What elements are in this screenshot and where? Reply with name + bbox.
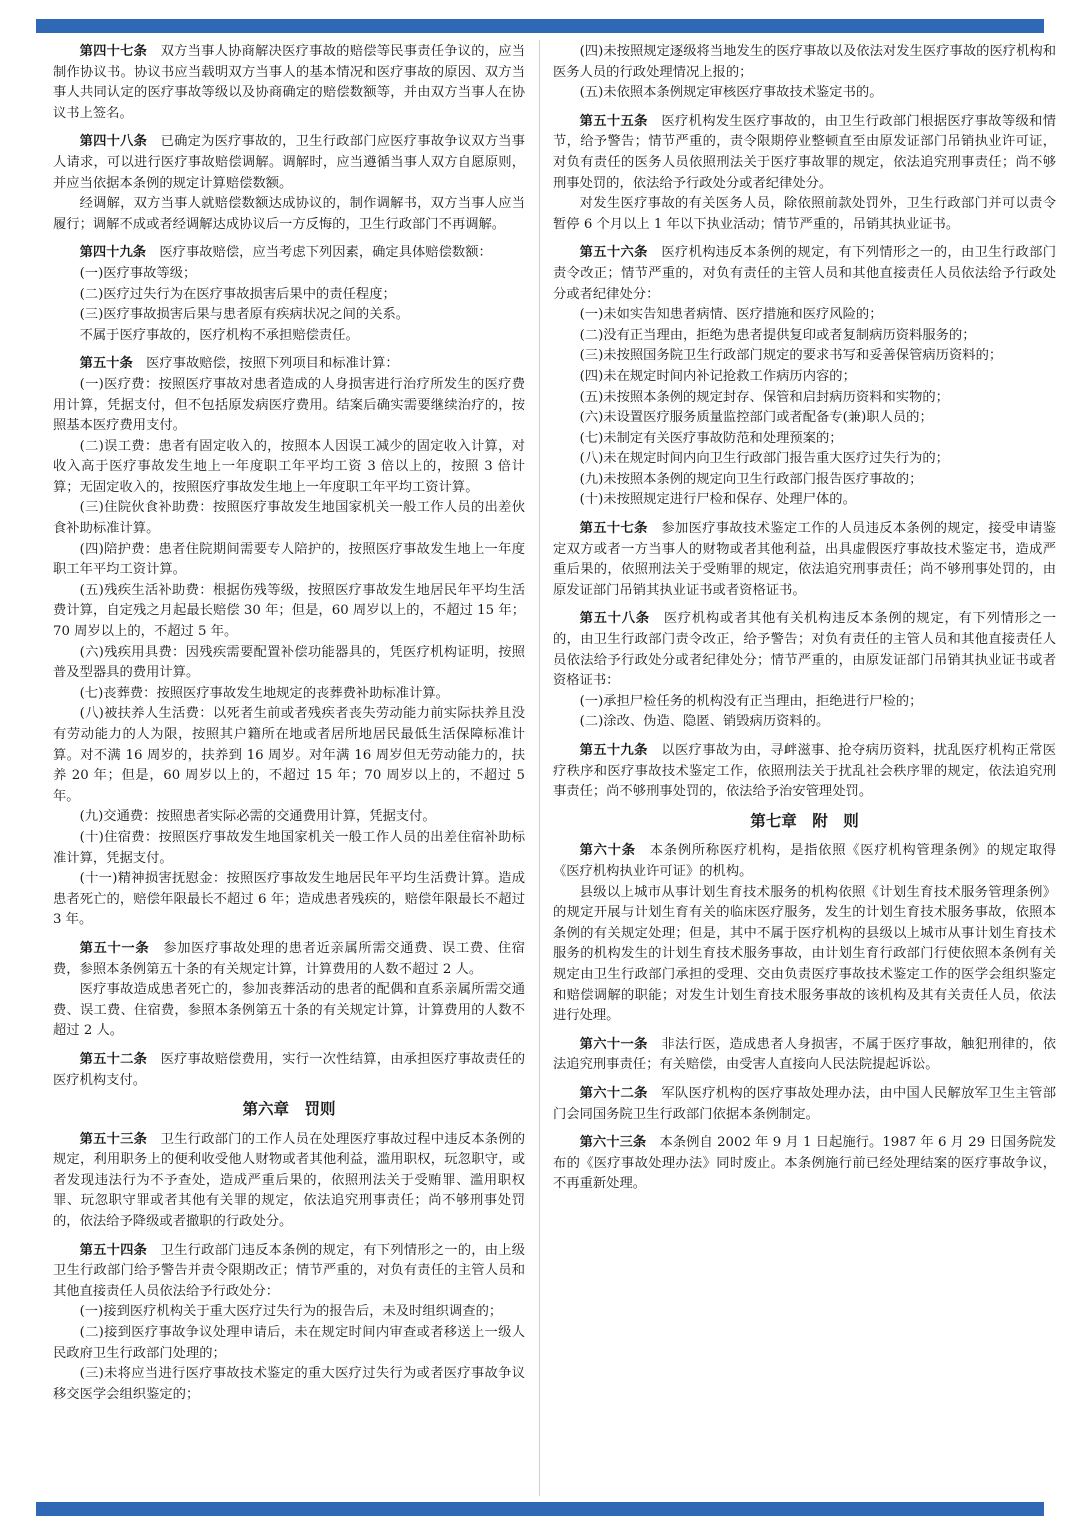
article-text: 卫生行政部门的工作人员在处理医疗事故过程中违反本条例的规定，利用职务上的便利收受他人财物或者其他利益，滥用职权，玩忽职守，或者发现违法行为不予查处，造成严重后果的，依照刑法关于受贿罪、滥用职权罪、玩忽职守罪或者其他有关罪的规定，依法追究刑事责任；尚不够刑事处罚的，依法给予降级或者撤职的行政处分。 bbox=[53, 1131, 526, 1230]
article-paragraph bbox=[553, 609, 1056, 691]
article-paragraph bbox=[553, 1133, 1056, 1195]
article-text: (二)误工费：患者有固定收入的，按照本人因误工减少的固定收入计算，对收入高于医疗事故发生地上一年度职工年平均工资 3 倍以上的，按照 3 倍计算；无固定收入的，按照医疗事故发生地上一年度职工年平均工资计算。 bbox=[53, 438, 525, 495]
article-text: (一)未如实告知患者病情、医疗措施和医疗风险的； bbox=[579, 307, 883, 323]
article-paragraph bbox=[53, 375, 525, 437]
article-text: (四)陪护费：患者住院期间需要专人陪护的，按照医疗事故发生地上一年度职工年平均工资计算。 bbox=[53, 541, 525, 578]
article-text: 医疗事故赔偿费用，实行一次性结算，由承担医疗事故责任的医疗机构支付。 bbox=[53, 1051, 526, 1088]
article-text: (三)未将应当进行医疗事故技术鉴定的重大医疗过失行为或者医疗事故争议移交医学会组织鉴定的； bbox=[53, 1366, 525, 1402]
article-text: 军队医疗机构的医疗事故处理办法，由中国人民解放军卫生主管部门会同国务院卫生行政部门依据本条例制定。 bbox=[553, 1085, 1057, 1122]
article-number: 第五十五条 bbox=[579, 113, 648, 129]
article-text: 卫生行政部门违反本条例的规定，有下列情形之一的，由上级卫生行政部门给予警告并责令限期改正；情节严重的，对负有责任的主管人员和其他直接责任人员依法给予行政处分： bbox=[53, 1242, 526, 1299]
article-paragraph bbox=[553, 883, 1056, 1027]
article-text: (十一)精神损害抚慰金：按照医疗事故发生地居民年平均生活费计算。造成患者死亡的，赔偿年限最长不超过 6 年；造成患者残疾的，赔偿年限最长不超过 3 年。 bbox=[53, 871, 525, 928]
article-number: 第六十条 bbox=[579, 843, 636, 859]
article-text: (一)接到医疗机构关于重大医疗过失行为的报告后，未及时组织调查的； bbox=[79, 1304, 503, 1320]
article-number: 第五十一条 bbox=[79, 940, 150, 956]
article-number: 第六十三条 bbox=[579, 1135, 647, 1151]
article-paragraph bbox=[53, 1241, 525, 1303]
article-text: 本条例自 2002 年 9 月 1 日起施行。1987 年 6 月 29 日国务院发布的《医疗事故处理办法》同时废止。本条例施行前已经处理结案的医疗事故争议，不再重新处理。 bbox=[553, 1135, 1057, 1192]
article bbox=[553, 1084, 1056, 1125]
article bbox=[53, 243, 525, 346]
article-paragraph bbox=[53, 326, 525, 347]
article-text: 医疗事故赔偿，应当考虑下列因素，确定具体赔偿数额： bbox=[159, 245, 492, 261]
article-paragraph bbox=[553, 841, 1056, 882]
article-text: (四)未按照规定逐级将当地发生的医疗事故以及依法对发生医疗事故的医疗机构和医务人员的行政处理情况上报的； bbox=[553, 44, 1056, 80]
article bbox=[53, 354, 525, 931]
article-paragraph bbox=[53, 264, 525, 285]
article-text: 双方当事人协商解决医疗事故的赔偿等民事责任争议的，应当制作协议书。协议书应当载明双方当事人的基本情况和医疗事故的原因、双方当事人共同认定的医疗事故等级以及协商确定的赔偿数额等，并由双方当事人在协议书上签名。 bbox=[53, 44, 526, 121]
article bbox=[553, 243, 1056, 511]
article-text: 以医疗事故为由，寻衅滋事、抢夺病历资料，扰乱医疗机构正常医疗秩序和医疗事故技术鉴定工作，依照刑法关于扰乱社会秩序罪的规定，依法追究刑事责任；尚不够刑事处罚的，依法给予治安管理处罚。 bbox=[553, 743, 1057, 800]
article-text: 本条例所称医疗机构，是指依照《医疗机构管理条例》的规定取得《医疗机构执业许可证》的机构。 bbox=[553, 843, 1057, 879]
article-text: 不属于医疗事故的，医疗机构不承担赔偿责任。 bbox=[79, 327, 359, 343]
article-paragraph bbox=[53, 704, 525, 807]
article bbox=[53, 42, 525, 124]
article-number: 第五十四条 bbox=[79, 1242, 148, 1258]
article bbox=[553, 42, 1056, 104]
column-divider bbox=[539, 40, 540, 1496]
article-text: 已确定为医疗事故的，卫生行政部门应医疗事故争议双方当事人请求，可以进行医疗事故赔偿调解。调解时，应当遵循当事人双方自愿原则，并应当依据本条例的规定计算赔偿数额。 bbox=[53, 134, 526, 191]
article-paragraph bbox=[53, 643, 525, 684]
right-column bbox=[553, 42, 1056, 1203]
article-text: (九)交通费：按照患者实际必需的交通费用计算，凭据支付。 bbox=[79, 809, 436, 825]
article-paragraph bbox=[53, 1302, 525, 1323]
article-number: 第四十八条 bbox=[79, 134, 148, 150]
article-text: (八)未在规定时间内向卫生行政部门报告重大医疗过失行为的； bbox=[579, 451, 949, 467]
article-paragraph bbox=[53, 498, 525, 539]
article-text: 参加医疗事故技术鉴定工作的人员违反本条例的规定，接受申请鉴定双方或者一方当事人的财物或者其他利益，出具虚假医疗事故技术鉴定书，造成严重后果的，依照刑法关于受贿罪的规定，依法追究刑事责任；尚不够刑事处罚的，由原发证部门吊销其执业证书或者资格证书。 bbox=[553, 521, 1057, 598]
article bbox=[553, 741, 1056, 803]
article-paragraph bbox=[53, 684, 525, 705]
article-text: (十)未按照规定进行尸检和保存、处理尸体的。 bbox=[579, 492, 856, 508]
article-text: 医疗事故赔偿，按照下列项目和标准计算： bbox=[146, 356, 399, 372]
article-paragraph bbox=[553, 243, 1056, 305]
article-text: (一)承担尸检任务的机构没有正当理由，拒绝进行尸检的； bbox=[579, 693, 923, 709]
article-text: (二)涂改、伪造、隐匿、销毁病历资料的。 bbox=[579, 714, 830, 730]
article bbox=[553, 609, 1056, 733]
article bbox=[553, 112, 1056, 236]
article-text: 经调解，双方当事人就赔偿数额达成协议的，制作调解书，双方当事人应当履行；调解不成或者经调解达成协议后一方反悔的，卫生行政部门不再调解。 bbox=[53, 196, 525, 232]
article-number: 第五十条 bbox=[79, 356, 133, 372]
article-text: 医疗事故造成患者死亡的，参加丧葬活动的患者的配偶和直系亲属所需交通费、误工费、住宿费，参照本条例第五十条的有关规定计算，计算费用的人数不超过 2 人。 bbox=[53, 982, 525, 1039]
article-paragraph bbox=[53, 305, 525, 326]
article-paragraph bbox=[553, 408, 1056, 429]
article-paragraph bbox=[553, 1035, 1056, 1076]
article bbox=[553, 841, 1056, 1026]
article-text: 对发生医疗事故的有关医务人员，除依照前款处罚外，卫生行政部门并可以责令暂停 6 个月以上 1 年以下执业活动；情节严重的，吊销其执业证书。 bbox=[553, 196, 1056, 232]
article-text: (二)医疗过失行为在医疗事故损害后果中的责任程度； bbox=[79, 286, 396, 302]
article-number: 第五十六条 bbox=[579, 245, 648, 261]
article-text: 医疗机构发生医疗事故的，由卫生行政部门根据医疗事故等级和情节，给予警告；情节严重的，责令限期停业整顿直至由原发证部门吊销执业许可证，对负有责任的医务人员依照刑法关于医疗事故罪的规定，依法追究刑事责任；尚不够刑事处罚的，依法给予行政处分或者纪律处分。 bbox=[553, 113, 1057, 191]
article-paragraph bbox=[53, 243, 525, 264]
article-text: (一)医疗费：按照医疗事故对患者造成的人身损害进行治疗所发生的医疗费用计算，凭据支付，但不包括原发病医疗费用。结案后确实需要继续治疗的，按照基本医疗费用支付。 bbox=[53, 376, 525, 434]
article-paragraph bbox=[53, 1130, 525, 1233]
article-text: 非法行医，造成患者人身损害，不属于医疗事故，触犯刑律的，依法追究刑事责任；有关赔偿，由受害人直接向人民法院提起诉讼。 bbox=[553, 1036, 1057, 1073]
article-paragraph bbox=[553, 490, 1056, 511]
article-text: (三)未按照国务院卫生行政部门规定的要求书写和妥善保管病历资料的； bbox=[579, 348, 1003, 364]
chapter-heading: 第七章 附 则 bbox=[750, 811, 859, 830]
article bbox=[553, 1035, 1056, 1076]
article-text: (七)丧葬费：按照医疗事故发生地规定的丧葬费补助标准计算。 bbox=[79, 685, 449, 701]
article-text: (四)未在规定时间内补记抢救工作病历内容的； bbox=[579, 368, 856, 384]
article-number: 第六十一条 bbox=[579, 1036, 648, 1052]
article-text: 医疗机构或者其他有关机构违反本条例的规定，有下列情形之一的，由卫生行政部门责令改正，给予警告；对负有责任的主管人员和其他直接责任人员依法给予行政处分或者纪律处分；情节严重的，由原发证部门吊销其执业证书或者资格证书： bbox=[553, 611, 1057, 689]
article-text: (九)未按照本条例的规定向卫生行政部门报告医疗事故的； bbox=[579, 471, 923, 487]
article-paragraph bbox=[53, 828, 525, 869]
article-paragraph bbox=[553, 692, 1056, 713]
article-paragraph bbox=[53, 437, 525, 499]
article bbox=[553, 519, 1056, 601]
article-text: (七)未制定有关医疗事故防范和处理预案的； bbox=[579, 430, 843, 446]
article-text: (三)医疗事故损害后果与患者原有疾病状况之间的关系。 bbox=[79, 307, 410, 323]
article-paragraph bbox=[553, 194, 1056, 235]
article-paragraph bbox=[53, 285, 525, 306]
article-number: 第五十七条 bbox=[579, 521, 648, 537]
article-text: (六)未设置医疗服务质量监控部门或者配备专(兼)职人员的； bbox=[579, 410, 933, 426]
article-number: 第五十九条 bbox=[579, 743, 648, 758]
article-number: 第五十三条 bbox=[79, 1131, 148, 1147]
article-paragraph bbox=[53, 1050, 525, 1091]
chapter-heading: 第六章 罚则 bbox=[242, 1100, 336, 1119]
article bbox=[53, 1241, 525, 1406]
article bbox=[53, 132, 525, 235]
article-paragraph bbox=[53, 194, 525, 235]
article-paragraph bbox=[553, 449, 1056, 470]
article-paragraph bbox=[553, 712, 1056, 733]
article-paragraph bbox=[53, 807, 525, 828]
article-text: (八)被扶养人生活费：以死者生前或者残疾者丧失劳动能力前实际扶养且没有劳动能力的人为限，按照其户籍所在地或者居所地居民最低生活保障标准计算。对不满 16 周岁的，扶养到 16 周岁。对年满 16 周岁但无劳动能力的，扶养 20 年；但是，60 周岁以上的，不超过 15 年；70 周岁以上的，不超过 5 年。 bbox=[53, 706, 525, 804]
article bbox=[53, 1130, 525, 1233]
article-text: (十)住宿费：按照医疗事故发生地国家机关一般工作人员的出差住宿补助标准计算，凭据支付。 bbox=[53, 829, 525, 866]
article-number: 第六十二条 bbox=[579, 1085, 648, 1101]
article-paragraph bbox=[553, 305, 1056, 326]
article-paragraph bbox=[53, 1364, 525, 1405]
article-paragraph bbox=[53, 939, 525, 980]
article-paragraph bbox=[53, 869, 525, 931]
article-paragraph bbox=[53, 42, 525, 124]
article-text: (五)未按照本条例的规定封存、保管和启封病历资料和实物的； bbox=[579, 389, 949, 405]
article-paragraph bbox=[53, 581, 525, 643]
bottom-accent-bar bbox=[36, 1502, 1044, 1516]
article-paragraph bbox=[53, 354, 525, 375]
article-text: (三)住院伙食补助费：按照医疗事故发生地国家机关一般工作人员的出差伙食补助标准计算。 bbox=[53, 500, 525, 537]
article-number: 第四十九条 bbox=[79, 245, 147, 261]
article-text: 参加医疗事故处理的患者近亲属所需交通费、误工费、住宿费，参照本条例第五十条的有关规定计算，计算费用的人数不超过 2 人。 bbox=[53, 940, 526, 977]
article-paragraph bbox=[553, 346, 1056, 367]
article-paragraph bbox=[553, 112, 1056, 194]
article-paragraph bbox=[553, 470, 1056, 491]
article-paragraph bbox=[53, 980, 525, 1042]
article-text: (一)医疗事故等级； bbox=[79, 265, 197, 281]
article-text: 医疗机构违反本条例的规定，有下列情形之一的，由卫生行政部门责令改正；情节严重的，对负有责任的主管人员和其他直接责任人员依法给予行政处分或者纪律处分： bbox=[553, 245, 1057, 302]
article-text: (二)接到医疗事故争议处理申请后，未在规定时间内审查或者移送上一级人民政府卫生行政部门处理的； bbox=[53, 1325, 525, 1361]
article-paragraph bbox=[53, 132, 525, 194]
article-paragraph bbox=[553, 42, 1056, 83]
article-paragraph bbox=[553, 741, 1056, 803]
article-paragraph bbox=[553, 388, 1056, 409]
article-paragraph bbox=[53, 540, 525, 581]
top-accent-bar bbox=[36, 19, 1044, 33]
article-text: 县级以上城市从事计划生育技术服务的机构依照《计划生育技术服务管理条例》的规定开展与计划生育有关的临床医疗服务，发生的计划生育技术服务事故，依照本条例的有关规定处理；但是，其中不属于医疗机构的县级以上城市从事计划生育技术服务的机构发生的计划生育技术服务事故，由计划生育行政部门行使依照本条例有关规定由卫生行政部门承担的受理、交由负责医疗事故技术鉴定工作的医学会组织鉴定和赔偿调解的职能；对发生计划生育技术服务事故的该机构及其有关责任人员，依法进行处理。 bbox=[553, 884, 1056, 1024]
article-paragraph bbox=[553, 367, 1056, 388]
article-paragraph bbox=[53, 1323, 525, 1364]
article bbox=[553, 1133, 1056, 1195]
left-column bbox=[53, 42, 525, 1413]
article bbox=[53, 1050, 525, 1091]
article-paragraph bbox=[553, 429, 1056, 450]
article-text: (六)残疾用具费：因残疾需要配置补偿功能器具的，凭医疗机构证明，按照普及型器具的费用计算。 bbox=[53, 644, 525, 681]
article-paragraph bbox=[553, 519, 1056, 601]
article-text: (二)没有正当理由，拒绝为患者提供复印或者复制病历资料服务的； bbox=[579, 327, 976, 343]
article-text: (五)残疾生活补助费：根据伤残等级，按照医疗事故发生地居民年平均生活费计算，自定残之月起最长赔偿 30 年；但是，60 周岁以上的，不超过 15 年；70 周岁以上的，不超过 5 年。 bbox=[53, 582, 525, 640]
article-paragraph bbox=[553, 1084, 1056, 1125]
article-number: 第五十八条 bbox=[579, 611, 650, 627]
article-paragraph bbox=[553, 83, 1056, 104]
article-text: (五)未依照本条例规定审核医疗事故技术鉴定书的。 bbox=[579, 85, 883, 101]
article-number: 第四十七条 bbox=[79, 44, 148, 59]
article bbox=[53, 939, 525, 1042]
article-number: 第五十二条 bbox=[79, 1051, 148, 1067]
article-paragraph bbox=[553, 326, 1056, 347]
